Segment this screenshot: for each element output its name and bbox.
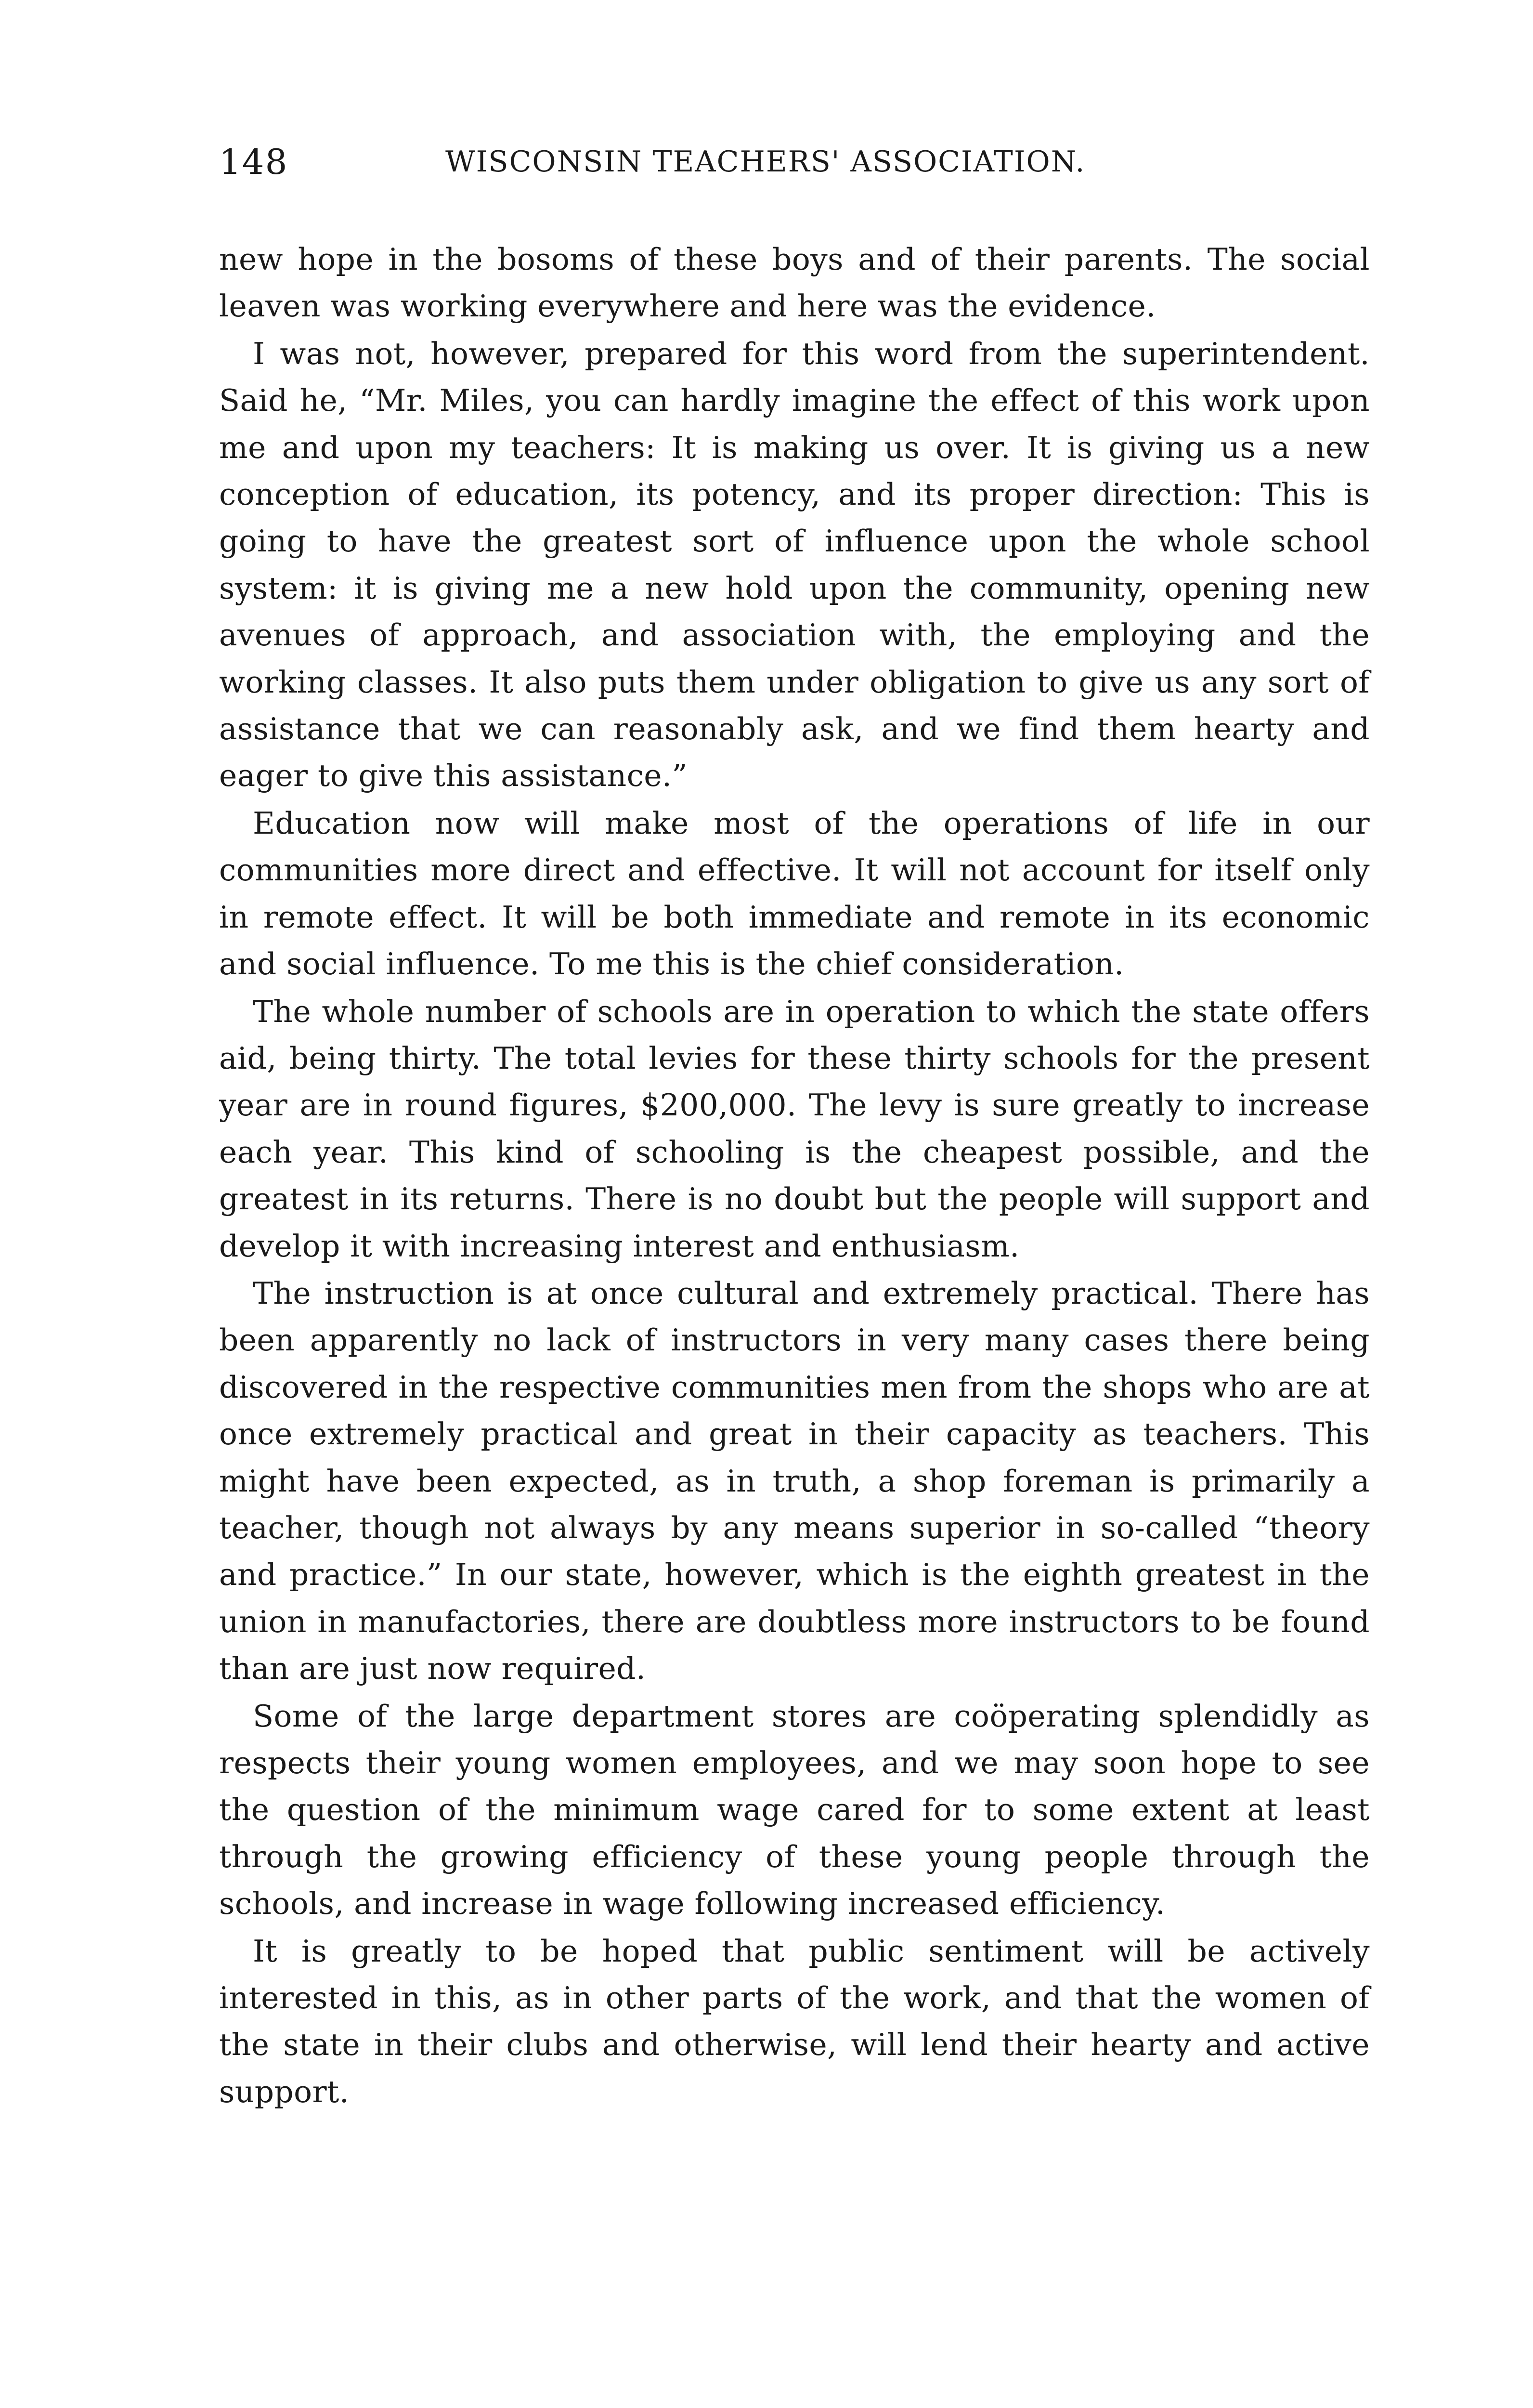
page-header — [219, 141, 1370, 198]
paragraph-state-aid: The whole number of schools are in operation to which the state offers aid, being thirty. The total levies for these thirty schools for the present year are in round figures, $200,000. The levy is sure greatly to increase each year. This kind of schooling is the cheapest possible, and the greatest in its returns. There is no doubt but the people will support and develop it with increasing interest and enthusiasm. — [219, 994, 1370, 1264]
paragraph-education-effect: Education now will make most of the operations of life in our communities more direct and effective. It will not account for itself only in remote effect. It will be both immediate and remote in its economic and social influence. To me this is the chief consideration. — [219, 805, 1370, 982]
paragraph-superintendent-quote: I was not, however, prepared for this word from the superintendent. Said he, “Mr. Miles, you can hardly imagine the effect of this work upon me and upon my teachers: It is making us over. It is giving us a new conception of education, its potency, and its proper direction: This is going to have the greatest sort of influence upon the whole school system: it is giving me a new hold upon the community, opening new avenues of approach, and association with, the employing and the working classes. It also puts them under obligation to give us any sort of assistance that we can reasonably ask, and we find them hearty and eager to give this assistance.” — [219, 336, 1370, 794]
paragraph-instruction: The instruction is at once cultural and extremely practical. There has been apparently no lack of instructors in very many cases there being discovered in the respective communities men from the shops who are at once extremely practical and great in their capacity as teachers. This might have been expected, as in truth, a shop foreman is primarily a teacher, though not always by any means superior in so-called “theory and practice.” In our state, however, which is the eighth greatest in the union in manufactories, there are doubtless more instructors to be found than are just now required. — [219, 1275, 1370, 1687]
page-number: 148 — [219, 142, 288, 182]
paragraph-continuation: new hope in the bosoms of these boys and of their parents. The social leaven was working everywhere and here was the evidence. — [219, 242, 1370, 324]
running-head: WISCONSIN TEACHERS' ASSOCIATION. — [445, 145, 1086, 179]
paragraph-department-stores: Some of the large department stores are coöperating splendidly as respects their young women employees, and we may soon hope to see the question of the minimum wage cared for to some extent at least through the growing efficiency of these young people through the schools, and increase in wage following increased efficiency. — [219, 1698, 1370, 1922]
text-body — [219, 236, 1370, 2116]
paragraph-public-sentiment: It is greatly to be hoped that public sentiment will be actively interested in this, as in other parts of the work, and that the women of the state in their clubs and otherwise, will lend their hearty and active support. — [219, 1933, 1370, 2109]
